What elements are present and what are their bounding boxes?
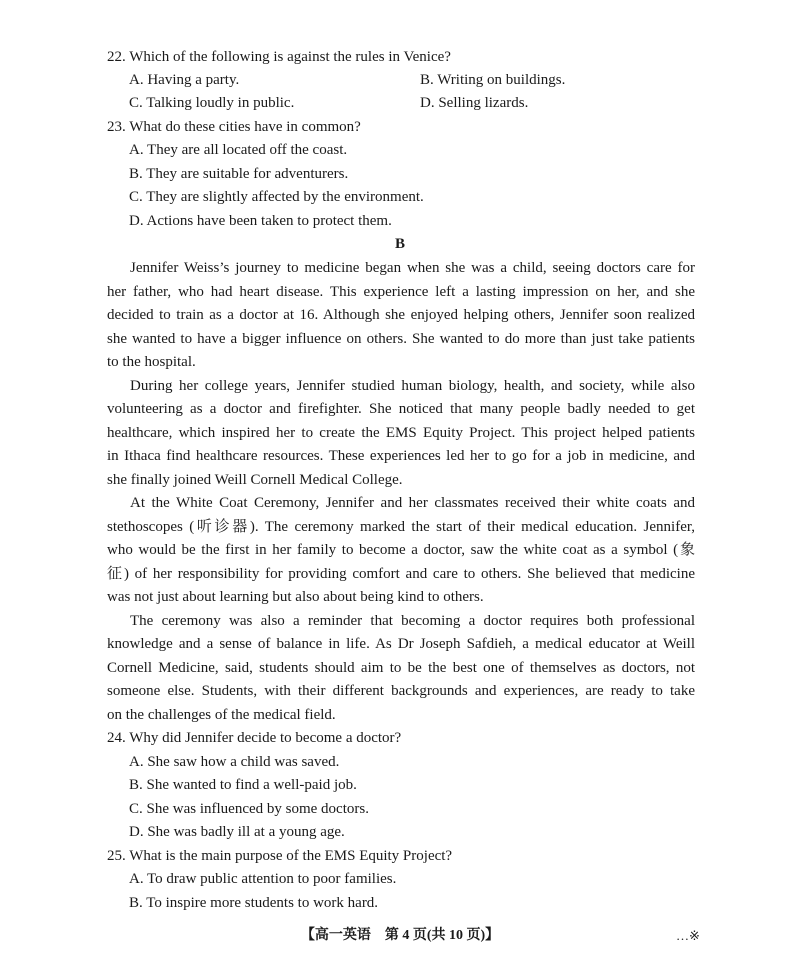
question-25-option-b: B. To inspire more students to work hard.: [129, 895, 379, 911]
question-24-option-d: D. She was badly ill at a young age.: [129, 824, 345, 840]
question-23-option-c: C. They are slightly affected by the environment.: [129, 189, 424, 205]
passage-line: knowledge and a sense of balance in life. As Dr Joseph Safdieh, a medical educator at Weill: [107, 636, 695, 652]
section-heading: B: [394, 236, 405, 252]
passage-line: 征) of her responsibility for providing comfort and care to others. She believed that medicine: [107, 566, 695, 582]
question-23-stem: 23. What do these cities have in common?: [107, 119, 361, 135]
passage-line: stethoscopes (听诊器). The ceremony marked the start of their medical education. Jennifer,: [107, 519, 695, 535]
question-22-option-a: A. Having a party.: [129, 72, 240, 88]
passage-line: Cornell Medicine, said, students should aim to be the best one of themselves as doctors, not: [107, 660, 695, 676]
passage-line: During her college years, Jennifer studied human biology, health, and society, while also: [130, 378, 695, 394]
passage-line: The ceremony was also a reminder that becoming a doctor requires both professional: [130, 613, 695, 629]
question-25-stem: 25. What is the main purpose of the EMS Equity Project?: [107, 848, 453, 864]
question-22-stem: 22. Which of the following is against the rules in Venice?: [107, 49, 451, 65]
passage-line: someone else. Students, with their different backgrounds and experiences, are ready to take: [107, 683, 695, 699]
passage-line: on the challenges of the medical field.: [107, 707, 336, 723]
corner-mark: …※: [676, 928, 700, 943]
question-24-stem: 24. Why did Jennifer decide to become a doctor?: [107, 730, 402, 746]
question-23-option-b: B. They are suitable for adventurers.: [129, 166, 349, 182]
passage-line: in Ithaca find healthcare resources. These experiences led her to go for a job in medicine, and: [107, 448, 695, 464]
question-23-option-a: A. They are all located off the coast.: [129, 142, 348, 158]
question-23-option-d: D. Actions have been taken to protect them.: [129, 213, 392, 229]
passage-line: volunteering as a doctor and firefighter. She noticed that many people badly needed to get: [107, 401, 695, 417]
passage-line: At the White Coat Ceremony, Jennifer and her classmates received their white coats and: [130, 495, 695, 511]
passage-line: Jennifer Weiss’s journey to medicine began when she was a child, seeing doctors care for: [130, 260, 695, 276]
question-22-option-b: B. Writing on buildings.: [420, 72, 566, 88]
passage-line: she wanted to have a bigger influence on others. She wanted to do more than just take patients: [107, 331, 695, 347]
question-22-option-d: D. Selling lizards.: [420, 95, 529, 111]
page-footer: 【高一英语 第 4 页(共 10 页)】: [300, 928, 500, 943]
passage-line: who would be the first in her family to become a doctor, saw the white coat as a symbol (象: [107, 542, 695, 558]
question-24-option-b: B. She wanted to find a well-paid job.: [129, 777, 357, 793]
question-24-option-c: C. She was influenced by some doctors.: [129, 801, 369, 817]
question-24-option-a: A. She saw how a child was saved.: [129, 754, 340, 770]
passage-line: she finally joined Weill Cornell Medical College.: [107, 472, 403, 488]
passage-line: decided to train as a doctor at 16. Although she enjoyed helping others, Jennifer soon realized: [107, 307, 695, 323]
passage-line: healthcare, which inspired her to create the EMS Equity Project. This project helped patients: [107, 425, 695, 441]
passage-line: her father, who had heart disease. This experience left a lasting impression on her, and she: [107, 284, 695, 300]
question-22-option-c: C. Talking loudly in public.: [129, 95, 295, 111]
passage-line: was not just about learning but also about being kind to others.: [107, 589, 484, 605]
passage-line: to the hospital.: [107, 354, 196, 370]
question-25-option-a: A. To draw public attention to poor families.: [129, 871, 397, 887]
